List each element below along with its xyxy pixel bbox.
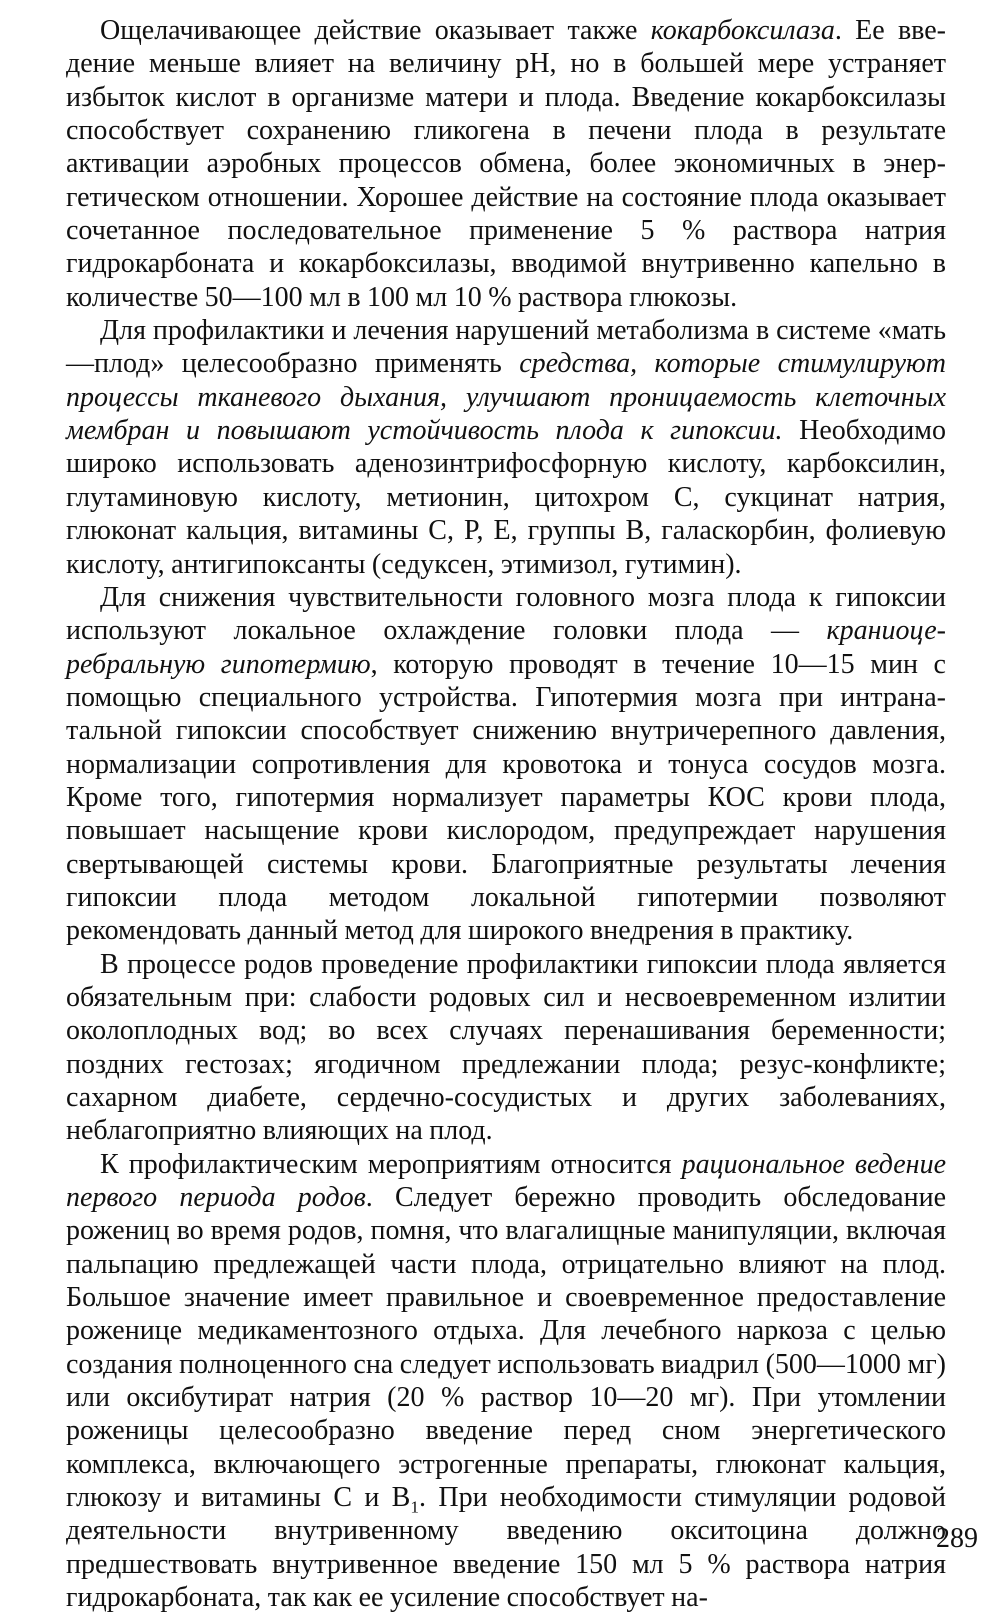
italic-term: кокарбоксилаза <box>650 15 835 46</box>
text-run: Необходимо широко использовать аденозинтрифосфорную кислоту, карбоксилин, глутаминовую кислоту, метионин, цитохром C, сукцинат натрия, глюконат кальция, витамины C, P, E, группы B, галаскорбин, фолиевую кислоту, антигипоксанты (седуксен, этимизол, гутимин). <box>66 415 947 580</box>
text-run: В процессе родов проведение профилактики гипоксии плода является обязательным при: слабости родовых сил и несвоевременном излитии околоплодных вод; во всех случаях перенашивания беременности; поздних гестозах; ягодичном предлежании плода; резус-конфликте; сахарном диабете, сердечно-сосудистых и других заболеваниях, неблагоприятно влияющих на плод. <box>66 948 946 1147</box>
paragraph <box>66 14 946 314</box>
paragraph <box>66 1148 946 1615</box>
text-run: . При необходимости стимуляции родовой деятельности внутривенному введению окситоцина должно предшествовать внутривенное введение 150 мл 5 % раствора натрия гидрокарбоната, так как ее усиление способствует на- <box>66 1482 946 1614</box>
subscript: 1 <box>410 1497 420 1517</box>
body-text <box>66 14 946 1615</box>
paragraph <box>66 948 946 1148</box>
text-run: Для снижения чувствительности головного мозга плода к гипоксии используют локальное охлаждение головки плода — <box>66 581 946 647</box>
italic-term: краниоцеребральную гипотермию <box>66 615 946 680</box>
text-run: . Следует бережно проводить обследование рожениц во время родов, помня, что влагалищные манипуляции, включая пальпацию предлежащей части плода, отрицательно влияют на плод. Большое значение имеет правильное и своевременное предоставление роженице медикаментозного отдыха. Для лечебного наркоза с целью создания полноценного сна следует использовать виадрил (500—1000 мг) или оксибутират натрия (20 % раствор 10—20 мг). При утомлении роженицы целесообразно введение перед сном энергетического комплекса, включающего эстрогенные препараты, глюконат кальция, глюкозу и витамины C и B <box>66 1182 946 1514</box>
text-run: Ощелачивающее действие оказывает также <box>100 15 651 46</box>
text-run: , которую проводят в течение 10—15 мин с помощью специального устройства. Гипотермия мозга при интранатальной гипоксии способствует снижению внутричерепного давления, нормализации сопротивления для кровотока и тонуса сосудов мозга. Кроме того, гипотермия нормализует параметры КОС крови плода, повышает насыщение крови кислородом, предупреждает нарушения свертывающей системы крови. Благоприятные результаты лечения гипоксии плода методом локальной гипотермии позволяют рекомендовать данный метод для широкого внедрения в практику. <box>66 648 946 947</box>
text-run: К профилактическим мероприятиям относится <box>100 1148 682 1180</box>
text-run: . Ее введение меньше влияет на величину pH, но в большей мере устраняет избыток кислот в организме матери и плода. Введение кокарбоксилазы способствует сохранению гликогена в печени плода в результате активации аэробных процессов обмена, более экономичных в энергетическом отношении. Хорошее действие на состояние плода оказывает сочетанное последовательное применение 5 % раствора натрия гидрокарбоната и кокарбоксилазы, вводимой внутривенно капельно в количестве 50—100 мл в 100 мл 10 % раствора глюкозы. <box>66 15 946 313</box>
italic-term: средства, которые стимулируют процессы тканевого дыхания, улучшают проницаемость клеточных мембран и повышают устойчивость плода к гипоксии. <box>66 348 946 447</box>
book-page <box>66 14 947 1614</box>
italic-term: рациональное ведение первого периода родов <box>66 1148 946 1214</box>
paragraph <box>66 581 946 948</box>
paragraph <box>66 314 946 581</box>
page-number: 289 <box>936 1523 978 1554</box>
text-run: Для профилактики и лечения нарушений метаболизма в системе «мать—плод» целесообразно применять <box>66 315 946 380</box>
